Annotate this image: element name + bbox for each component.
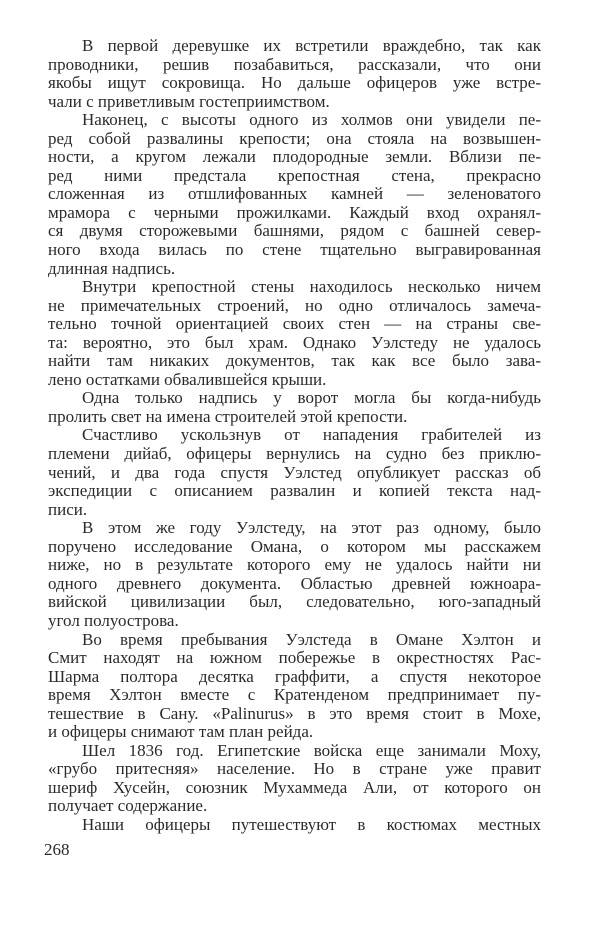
text-line: ности, а кругом лежали плодородные земли. Вблизи пе-	[48, 147, 541, 167]
page-number: 268	[44, 840, 70, 859]
text-line: найти там никаких документов, так как все было зава-	[48, 351, 541, 371]
text-line: племени дийаб, офицеры вернулись на судно без приклю-	[48, 444, 541, 464]
text-line: В этом же году Уэлстеду, на этот раз одному, было	[82, 518, 541, 538]
text-line: ред ними предстала крепостная стена, прекрасно	[48, 165, 541, 185]
text-line: В первой деревушке их встретили враждебно, так как	[82, 36, 541, 55]
text-line: вийской цивилизации был, следовательно, юго-западный	[48, 592, 541, 612]
paragraph	[48, 816, 541, 835]
text-line: ниже, но в результате которого ему не удалось найти ни	[48, 555, 541, 575]
page-body	[48, 37, 541, 835]
text-line: пролить свет на имена строителей этой крепости.	[48, 406, 408, 426]
text-line: Шарма полтора десятка граффити, а спустя некоторое	[48, 666, 541, 686]
text-line: Внутри крепостной стены находилось несколько ничем	[82, 277, 541, 297]
paragraph	[48, 278, 541, 389]
text-line: не примечательных строений, но одно отличалось замеча-	[48, 295, 541, 315]
paragraph	[48, 742, 541, 816]
text-line: время Хэлтон вместе с Кратенденом предпринимает пу-	[48, 685, 541, 705]
text-line: шериф Хусейн, союзник Мухаммеда Али, от которого он	[48, 777, 541, 797]
text-line: получает содержание.	[48, 796, 208, 816]
text-line: Одна только надпись у ворот могла бы когда-нибудь	[82, 388, 541, 408]
paragraph	[48, 389, 541, 426]
text-line: мрамора с черными прожилками. Каждый вход охранял-	[48, 202, 541, 222]
text-line: ред собой развалины крепости; она стояла на возвышен-	[48, 128, 541, 148]
text-line: тельно точной ориентацией своих стен — на страны све-	[48, 314, 541, 334]
paragraph	[48, 426, 541, 519]
text-line: Наконец, с высоты одного из холмов они увидели пе-	[82, 110, 541, 130]
text-line: чений, и два года спустя Уэлстед опубликует рассказ об	[48, 462, 541, 482]
text-line: чали с приветливым гостеприимством.	[48, 91, 330, 111]
text-line: якобы ищут сокровища. Но дальше офицеров уже встре-	[48, 73, 541, 93]
text-line: угол полуострова.	[48, 610, 179, 630]
paragraph	[48, 37, 541, 111]
text-line: Смит находят на южном побережье в окрестностях Рас-	[48, 648, 541, 668]
text-line: сложенная из отшлифованных камней — зеленоватого	[48, 184, 541, 204]
text-line: поручено исследование Омана, о котором мы расскажем	[48, 536, 541, 556]
text-line: Наши офицеры путешествуют в костюмах местных	[82, 814, 541, 834]
text-line: Шел 1836 год. Египетские войска еще занимали Моху,	[82, 740, 541, 760]
text-line: тешествие в Сану. «Palinurus» в это время стоит в Мохе,	[48, 703, 541, 723]
text-line: одного древнего документа. Областью древней южноара-	[48, 573, 541, 593]
text-line: длинная надпись.	[48, 258, 176, 278]
paragraph	[48, 111, 541, 278]
text-line: ся двумя сторожевыми башнями, рядом с башней север-	[48, 221, 541, 241]
text-line: проводники, решив позабавиться, рассказали, что они	[48, 54, 541, 74]
text-line: ного входа вилась по стене тщательно выгравированная	[48, 240, 541, 260]
paragraph	[48, 631, 541, 742]
paragraph	[48, 519, 541, 630]
text-line: «грубо притесняя» население. Но в стране уже правит	[48, 759, 541, 779]
text-line: лено остатками обвалившейся крыши.	[48, 369, 327, 389]
text-line: Счастливо ускользнув от нападения грабителей из	[82, 425, 541, 445]
text-line: писи.	[48, 499, 88, 519]
text-line: Во время пребывания Уэлстеда в Омане Хэлтон и	[82, 629, 541, 649]
text-line: и офицеры снимают там план рейда.	[48, 722, 314, 742]
text-line: та: вероятно, это был храм. Однако Уэлстеду не удалось	[48, 332, 541, 352]
text-line: экспедиции с описанием развалин и копией текста над-	[48, 481, 541, 501]
